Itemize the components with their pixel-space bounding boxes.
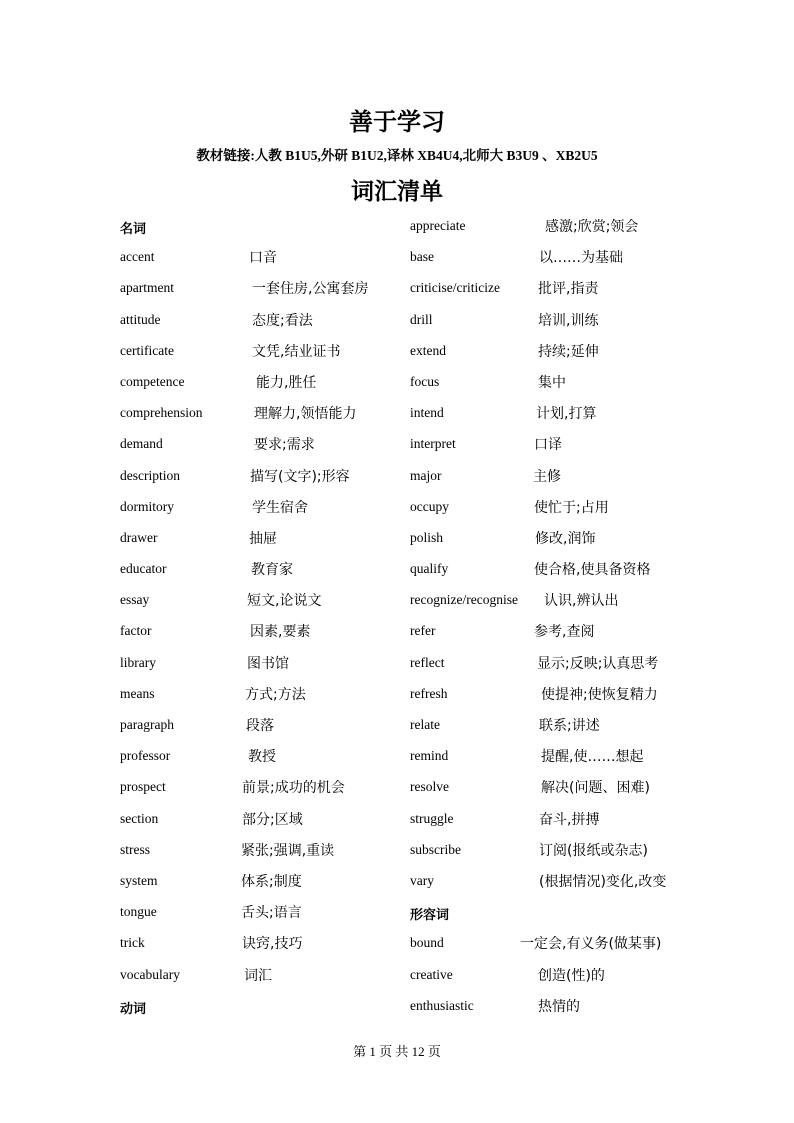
section-title: 词汇清单 (351, 179, 443, 204)
english-word: relate (410, 717, 440, 732)
english-word: recognize/recognise (410, 592, 518, 608)
vocab-row (120, 466, 410, 497)
english-word: appreciate (410, 218, 466, 233)
english-word: educator (120, 561, 167, 577)
chinese-meaning: 持续;延伸 (538, 343, 599, 360)
vocab-row (410, 621, 710, 652)
vocab-row (120, 559, 410, 590)
chinese-meaning: 一定会,有义务(做某事) (520, 936, 662, 953)
english-word: refresh (410, 685, 448, 701)
english-word: criticise/criticize (410, 280, 500, 296)
english-word: enthusiastic (410, 997, 474, 1013)
vocab-row (410, 653, 710, 684)
vocab-row (120, 497, 410, 528)
vocab-row (120, 278, 410, 309)
vocab-row (410, 715, 710, 746)
english-word: tongue (120, 904, 157, 920)
english-word: stress (120, 841, 150, 857)
english-word: accent (120, 249, 155, 265)
chinese-meaning: 诀窍,技巧 (242, 936, 303, 953)
vocab-row (120, 746, 410, 777)
vocab-row (410, 310, 710, 341)
vocab-column-right (410, 216, 710, 1027)
chinese-meaning: 以……为基础 (539, 250, 623, 267)
english-word: demand (120, 436, 163, 452)
vocab-row (410, 216, 710, 247)
vocab-row (120, 933, 410, 964)
page-title: 善于学习 (349, 110, 445, 136)
english-word: system (120, 872, 158, 888)
chinese-meaning: 理解力,领悟能力 (254, 406, 357, 423)
chinese-meaning: 段落 (246, 718, 274, 734)
vocab-row (410, 996, 710, 1027)
chinese-meaning: 学生宿舍 (252, 499, 308, 516)
category-label: 形容词 (410, 908, 450, 924)
chinese-meaning: 热情的 (538, 998, 580, 1015)
english-word: extend (410, 342, 446, 358)
vocab-row (120, 372, 410, 403)
english-word: factor (120, 623, 152, 639)
vocab-row (410, 684, 710, 715)
vocab-row (410, 965, 710, 996)
english-word: focus (410, 373, 440, 389)
category-heading (120, 216, 410, 247)
chinese-meaning: 解决(问题、困难) (541, 780, 650, 797)
english-word: paragraph (120, 717, 174, 732)
vocab-row (410, 278, 710, 309)
english-word: professor (120, 748, 171, 764)
chinese-meaning: 因素,要素 (250, 624, 311, 641)
english-word: intend (410, 405, 444, 421)
vocab-row (410, 497, 710, 528)
chinese-meaning: 文凭,结业证书 (252, 343, 341, 360)
category-heading (410, 902, 710, 933)
english-word: vocabulary (120, 966, 180, 982)
chinese-meaning: 前景;成功的机会 (242, 780, 345, 797)
chinese-meaning: 口音 (249, 250, 277, 267)
vocab-row (120, 434, 410, 465)
english-word: qualify (410, 561, 449, 577)
category-label: 名词 (120, 222, 147, 237)
chinese-meaning: 态度;看法 (252, 312, 313, 329)
vocab-row (410, 746, 710, 777)
english-word: competence (120, 373, 185, 389)
vocab-row (120, 528, 410, 559)
vocab-row (410, 403, 710, 434)
vocab-row (410, 466, 710, 497)
english-word: section (120, 810, 159, 826)
vocab-row (120, 403, 410, 434)
vocab-row (410, 590, 710, 621)
chinese-meaning: 参考,查阅 (534, 624, 595, 641)
vocab-row (120, 809, 410, 840)
vocab-row (120, 840, 410, 871)
chinese-meaning: 描写(文字);形容 (250, 468, 350, 485)
english-word: comprehension (120, 405, 203, 421)
textbook-links: 教材链接:人教 B1U5,外研 B1U2,译林 XB4U4,北师大 B3U9 、XB2U5 (196, 148, 598, 163)
english-word: struggle (410, 810, 454, 826)
english-word: subscribe (410, 841, 461, 857)
chinese-meaning: 提醒,使……想起 (541, 749, 644, 766)
english-word: vary (410, 872, 434, 888)
chinese-meaning: 培训,训练 (538, 312, 599, 329)
english-word: prospect (120, 779, 166, 795)
chinese-meaning: 批评,指责 (538, 281, 599, 298)
chinese-meaning: 显示;反映;认真思考 (537, 655, 659, 672)
vocab-row (410, 809, 710, 840)
vocab-row (120, 684, 410, 715)
chinese-meaning: 舌头;语言 (241, 905, 302, 922)
english-word: bound (410, 935, 444, 951)
vocab-row (120, 715, 410, 746)
chinese-meaning: 短文,论说文 (247, 593, 322, 610)
vocab-row (120, 965, 410, 996)
english-word: interpret (410, 436, 456, 452)
vocab-column-left (120, 216, 410, 1027)
vocab-row (410, 528, 710, 559)
vocab-row (410, 247, 710, 278)
chinese-meaning: 认识,辨认出 (544, 593, 619, 610)
chinese-meaning: 使忙于;占用 (534, 499, 609, 516)
vocab-row (120, 777, 410, 808)
english-word: dormitory (120, 498, 174, 514)
vocab-row (120, 247, 410, 278)
chinese-meaning: 教育家 (251, 562, 293, 579)
vocab-row (120, 310, 410, 341)
category-label: 动词 (120, 1001, 147, 1017)
english-word: occupy (410, 498, 449, 514)
vocab-row (410, 840, 710, 871)
vocab-row (410, 933, 710, 964)
chinese-meaning: 联系;讲述 (539, 718, 600, 734)
english-word: resolve (410, 779, 449, 795)
chinese-meaning: 一套住房,公寓套房 (252, 281, 369, 298)
english-word: means (120, 685, 155, 701)
chinese-meaning: 感激;欣赏;领会 (545, 219, 639, 235)
english-word: refer (410, 623, 436, 639)
english-word: trick (120, 935, 145, 951)
vocab-row (410, 777, 710, 808)
vocab-row (120, 621, 410, 652)
chinese-meaning: 集中 (538, 374, 566, 391)
chinese-meaning: 紧张;强调,重读 (241, 842, 335, 859)
category-heading (120, 996, 410, 1027)
english-word: base (410, 249, 434, 265)
vocab-row (410, 559, 710, 590)
page-number: 第 1 页 共 12 页 (353, 1044, 441, 1059)
chinese-meaning: 图书馆 (247, 655, 289, 672)
vocab-row (410, 871, 710, 902)
english-word: drawer (120, 529, 158, 545)
chinese-meaning: 教授 (248, 749, 276, 766)
english-word: certificate (120, 342, 174, 358)
chinese-meaning: 方式;方法 (245, 686, 306, 703)
english-word: reflect (410, 654, 445, 670)
chinese-meaning: 订阅(报纸或杂志) (539, 842, 648, 859)
vocab-row (410, 372, 710, 403)
vocab-row (120, 590, 410, 621)
chinese-meaning: 部分;区域 (242, 811, 303, 828)
english-word: polish (410, 529, 444, 545)
chinese-meaning: 使提神;使恢复精力 (541, 686, 658, 703)
vocab-row (120, 341, 410, 372)
chinese-meaning: (根据情况)变化,改变 (539, 873, 667, 890)
english-word: creative (410, 966, 453, 982)
chinese-meaning: 计划,打算 (536, 406, 597, 423)
english-word: attitude (120, 311, 161, 327)
english-word: essay (120, 592, 150, 608)
english-word: remind (410, 748, 449, 764)
chinese-meaning: 体系;制度 (241, 873, 302, 890)
chinese-meaning: 要求;需求 (254, 437, 315, 454)
vocab-row (410, 341, 710, 372)
chinese-meaning: 主修 (533, 468, 561, 485)
english-word: library (120, 654, 156, 670)
chinese-meaning: 修改,润饰 (535, 530, 596, 547)
english-word: major (410, 467, 442, 483)
vocab-row (410, 434, 710, 465)
english-word: drill (410, 311, 433, 327)
chinese-meaning: 口译 (534, 437, 562, 454)
chinese-meaning: 创造(性)的 (538, 967, 605, 984)
vocab-row (120, 871, 410, 902)
chinese-meaning: 能力,胜任 (256, 374, 317, 391)
chinese-meaning: 使合格,使具备资格 (534, 562, 651, 579)
vocab-row (120, 653, 410, 684)
chinese-meaning: 奋斗,拼搏 (539, 811, 600, 828)
chinese-meaning: 词汇 (244, 967, 272, 984)
english-word: description (120, 467, 180, 483)
vocab-row (120, 902, 410, 933)
english-word: apartment (120, 280, 174, 296)
chinese-meaning: 抽屉 (249, 530, 277, 547)
